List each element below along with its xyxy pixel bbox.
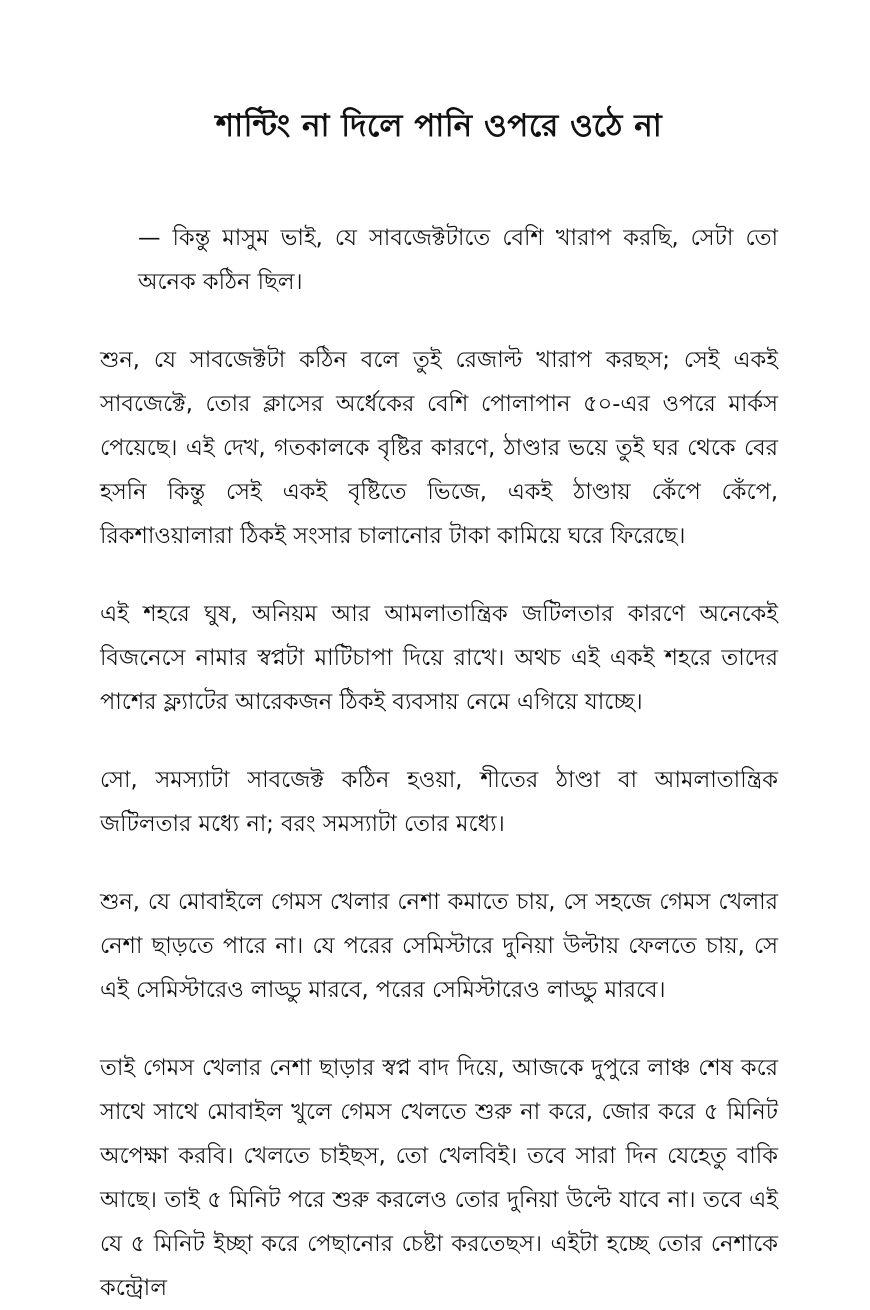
paragraph: শুন, যে সাবজেক্টটা কঠিন বলে তুই রেজাল্ট খারাপ করছস; সেই একই সাবজেক্টে, তোর ক্লাসের অর্ধেকের বেশি পোলাপান ৫০-এর ওপরে মার্কস পেয়েছে। এই দেখ, গতকালকে বৃষ্টির কারণে, ঠাণ্ডার ভয়ে তুই ঘর থেকে বের হসনি কিন্তু সেই একই বৃষ্টিতে ভিজে, একই ঠাণ্ডায় কেঁপে কেঁপে, রিকশাওয়ালারা ঠিকই সংসার চালানোর টাকা কামিয়ে ঘরে ফিরেছে। xyxy=(100,347,778,549)
paragraph: এই শহরে ঘুষ, অনিয়ম আর আমলাতান্ত্রিক জটিলতার কারণে অনেকেই বিজনেসে নামার স্বপ্নটা মাটিচাপা দিয়ে রাখে। অথচ এই একই শহরে তাদের পাশের ফ্ল্যাটের আরেকজন ঠিকই ব্যবসায় নেমে এগিয়ে যাচ্ছে। xyxy=(100,601,778,715)
paragraph: শুন, যে মোবাইলে গেমস খেলার নেশা কমাতে চায়, সে সহজে গেমস খেলার নেশা ছাড়তে পারে না। যে পরের সেমিস্টারে দুনিয়া উল্টায় ফেলতে চায়, সে এই সেমিস্টারেও লাড্ডু মারবে, পরের সেমিস্টারেও লাড্ডু মারবে। xyxy=(100,889,778,1003)
paragraph-dialogue: — কিন্তু মাসুম ভাই, যে সাবজেক্টটাতে বেশি খারাপ করছি, সেটা তো অনেক কঠিন ছিল। xyxy=(138,225,778,295)
paragraph: তাই গেমস খেলার নেশা ছাড়ার স্বপ্ন বাদ দিয়ে, আজকে দুপুরে লাঞ্চ শেষ করে সাথে সাথে মোবাইল খুলে গেমস খেলতে শুরু না করে, জোর করে ৫ মিনিট অপেক্ষা করবি। খেলতে চাইছস, তো খেলবিই। তবে সারা দিন যেহেতু বাকি আছে। তাই ৫ মিনিট পরে শুরু করলেও তোর দুনিয়া উল্টে যাবে না। তবে এই যে ৫ মিনিট ইচ্ছা করে পেছানোর চেষ্টা করতেছস। এইটা হচ্ছে তোর নেশাকে কন্ট্রোল xyxy=(100,1055,778,1301)
chapter-title: শান্টিং না দিলে পানি ওপরে ওঠে না xyxy=(215,108,663,144)
paragraph: সো, সমস্যাটা সাবজেক্ট কঠিন হওয়া, শীতের ঠাণ্ডা বা আমলাতান্ত্রিক জটিলতার মধ্যে না; বরং সমস্যাটা তোর মধ্যে। xyxy=(100,767,778,837)
